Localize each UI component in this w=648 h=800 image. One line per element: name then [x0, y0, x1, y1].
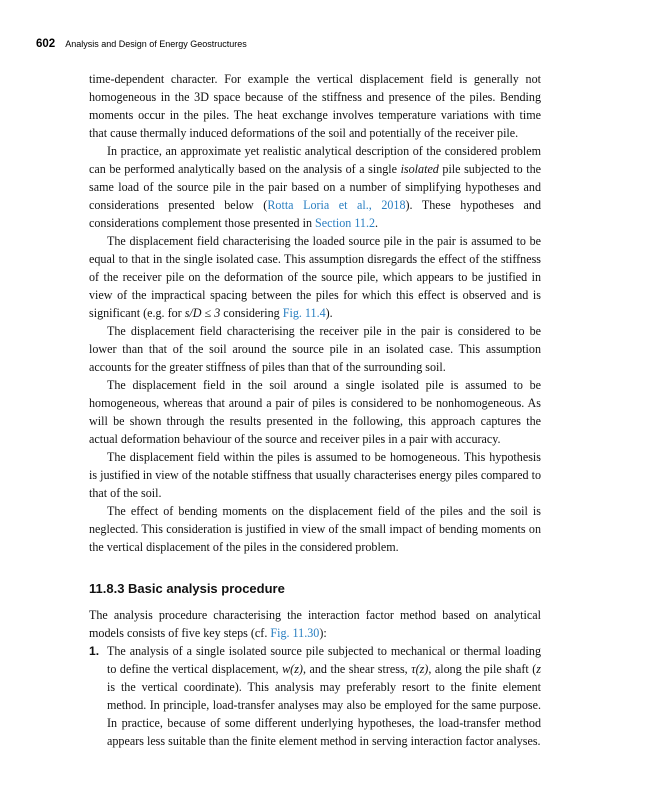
text-run: ). These hypotheses and considerations complement those presented in [89, 198, 541, 230]
text-run: . [375, 216, 379, 230]
body-text [89, 70, 541, 750]
text-run: The displacement field characterising the loaded source pile in the pair is assumed to be equal to that in the single isolated case. This assumption disregards the effect of the stiffness of the receiver pile on the deformation of the source pile, which appears to be justified in view of the impractical spacing between the piles for which this effect is observed and is significant (e.g. for [89, 234, 541, 320]
paragraph-3 [89, 232, 541, 322]
text-run: The analysis procedure characterising the interaction factor method based on analytical models consists of five key steps (cf. [89, 608, 541, 640]
text-run: pile subjected to the same load of the source pile in the pair based on a number of simplifying hypotheses and considerations presented below ( [89, 162, 541, 212]
paragraph-7: The effect of bending moments on the displacement field of the piles and the soil is neglected. This consideration is justified in view of the small impact of bending moments on the vertical displacement of the piles in the considered problem. [89, 504, 541, 554]
section-link-11-2[interactable]: Section 11.2 [315, 216, 376, 230]
paragraph-6: The displacement field within the piles is assumed to be homogeneous. This hypothesis is justified in view of the notable stiffness that usually characterises energy piles compared to that of the soil. [89, 450, 541, 500]
text-run: is the vertical coordinate). This analysis may preferably resort to the finite element method. In principle, load-transfer analyses may also be employed for the same purpose. In practice, because of some different underlying hypotheses, the load-transfer method appears less suitable than the finite element method in serving interaction factor analyses. [107, 680, 541, 748]
math-tau-z: τ(z) [411, 662, 429, 676]
running-head: Analysis and Design of Energy Geostructures [65, 39, 247, 49]
text-run: The analysis of a single isolated source pile subjected to mechanical or thermal loading to define the vertical displacement, [107, 644, 541, 676]
paragraph-2 [89, 142, 541, 232]
text-run: In practice, an approximate yet realistic analytical description of the considered problem can be performed analytically based on the analysis of a single [89, 144, 541, 176]
emphasis-isolated: isolated [400, 162, 439, 176]
list-item-1 [89, 642, 541, 750]
figure-link-11-30[interactable]: Fig. 11.30 [270, 626, 320, 640]
page-number: 602 [36, 38, 56, 50]
list-number: 1. [89, 644, 100, 658]
section-heading: 11.8.3 Basic analysis procedure [89, 581, 285, 596]
citation-link-rotta-loria[interactable]: Rotta Loria et al., 2018 [267, 198, 406, 212]
page-header [36, 38, 247, 52]
text-run: ): [319, 626, 327, 640]
math-z: z [536, 662, 541, 676]
paragraph-1: time-dependent character. For example the vertical displacement field is generally not homogeneous in the 3D space because of the stiffness and presence of the piles. Bending moments occur in the piles. The heat exchange involves temperature variations with time that cause thermally induced deformations of the soil and potentially of the receiver pile. [89, 72, 541, 140]
text-run: , along the pile shaft ( [428, 662, 537, 676]
section-intro [89, 606, 541, 642]
math-w-z: w(z) [282, 662, 303, 676]
text-run: ). [325, 306, 333, 320]
math-s-over-d: s/D ≤ 3 [184, 306, 221, 320]
text-run: , and the shear stress, [302, 662, 412, 676]
text-run: considering [220, 306, 283, 320]
paragraph-4: The displacement field characterising the receiver pile in the pair is considered to be lower than that of the soil around the source pile in an isolated case. This assumption accounts for the greater stiffness of piles than that of the surrounding soil. [89, 324, 541, 374]
figure-link-11-4[interactable]: Fig. 11.4 [282, 306, 326, 320]
paragraph-5: The displacement field in the soil around a single isolated pile is assumed to be homogeneous, whereas that around a pair of piles is considered to be nonhomogeneous. As will be shown through the results presented in the following, this approach captures the actual deformation behaviour of the source and receiver piles in a pair with accuracy. [89, 378, 541, 446]
